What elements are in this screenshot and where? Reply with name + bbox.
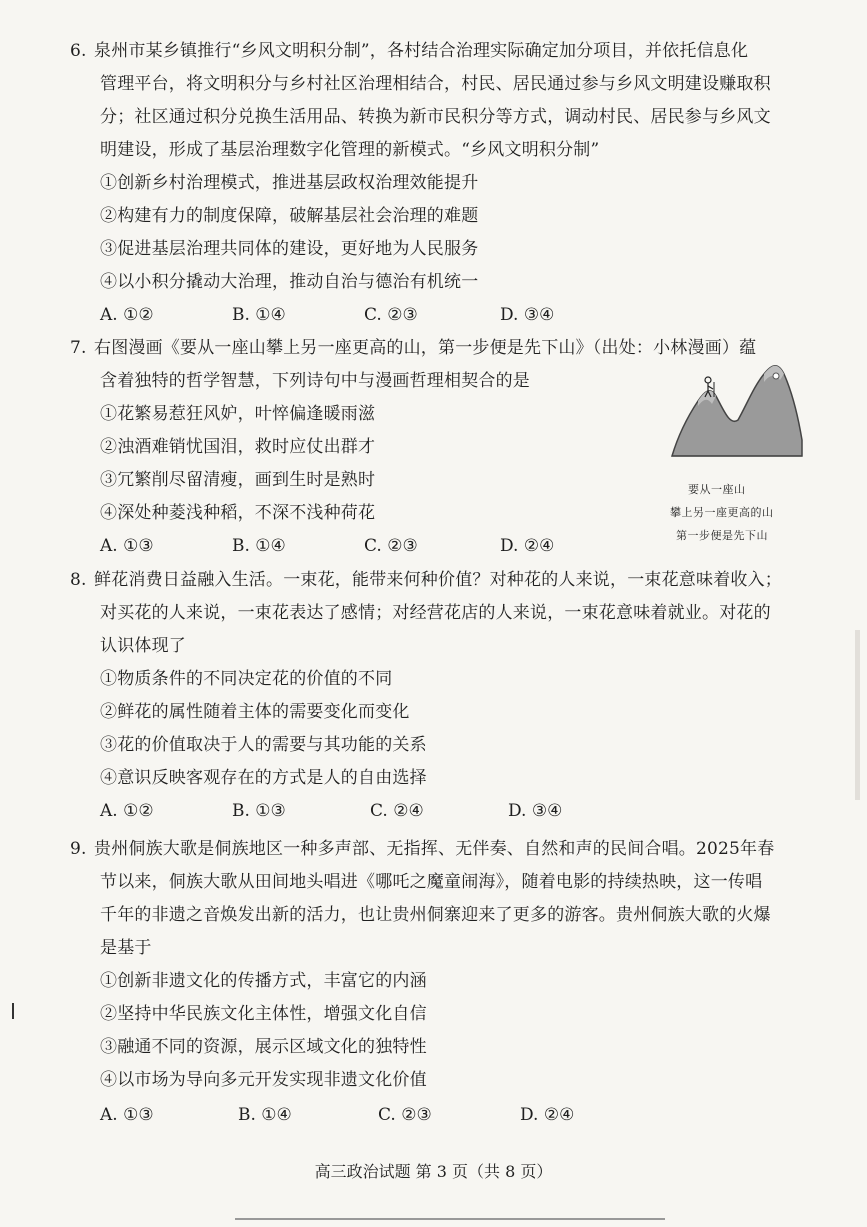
statement-4: ④意识反映客观存在的方式是人的自由选择 [100,768,427,788]
question-stem-line: 是基于 [100,938,152,958]
answer-options [100,304,800,326]
option-d[interactable]: D. ③④ [500,305,555,325]
option-d[interactable]: D. ③④ [508,801,563,821]
mountain-cartoon-image [668,356,806,470]
question-stem-line: 节以来，侗族大歌从田间地头唱进《哪吒之魔童闹海》，随着电影的持续热映，这一传唱 [100,872,763,892]
statement-2: ②坚持中华民族文化主体性，增强文化自信 [100,1004,427,1024]
answer-options [100,800,620,822]
statement-1: ①花繁易惹狂风妒，叶悴偏逢暖雨滋 [100,404,376,424]
summit-marker [773,373,779,379]
question-stem-line: 贵州侗族大歌是侗族地区一种多声部、无指挥、无伴奏、自然和声的民间合唱。2025年春 [94,839,775,859]
scan-bottom-line [235,1218,665,1220]
question-number: 8. [70,570,87,590]
question-stem-line: 鲜花消费日益融入生活。一束花，能带来何种价值？对种花的人来说，一束花意味着收入； [94,570,782,590]
cartoon-caption-line: 攀上另一座更高的山 [670,506,774,519]
option-d[interactable]: D. ②④ [520,1105,575,1125]
statement-4: ④以小积分撬动大治理，推动自治与德治有机统一 [100,272,479,292]
question-stem-line: 含着独特的哲学智慧，下列诗句中与漫画哲理相契合的是 [100,371,530,391]
question-stem-line: 认识体现了 [100,636,186,656]
mountains-shape [672,366,802,456]
statement-2: ②构建有力的制度保障，破解基层社会治理的难题 [100,206,479,226]
statement-3: ③促进基层治理共同体的建设，更好地为人民服务 [100,239,479,259]
option-a[interactable]: A. ①③ [100,536,154,556]
question-stem-line: 明建设，形成了基层治理数字化管理的新模式。“乡风文明积分制” [100,140,600,160]
question-number: 6. [70,41,87,61]
option-b[interactable]: B. ①④ [238,1105,292,1125]
statement-3: ③花的价值取决于人的需要与其功能的关系 [100,735,427,755]
cartoon-caption-line: 第一步便是先下山 [676,529,768,542]
statement-4: ④以市场为导向多元开发实现非遗文化价值 [100,1070,427,1090]
question-stem-line: 管理平台，将文明积分与乡村社区治理相结合，村民、居民通过参与乡风文明建设赚取积 [100,74,771,94]
statement-3: ③融通不同的资源，展示区域文化的独特性 [100,1037,427,1057]
option-b[interactable]: B. ①③ [232,801,286,821]
option-c[interactable]: C. ②③ [364,536,418,556]
question-stem-line: 右图漫画《要从一座山攀上另一座更高的山，第一步便是先下山》（出处：小林漫画）蕴 [94,338,757,358]
question-stem-line: 分；社区通过积分兑换生活用品、转换为新市民积分等方式，调动村民、居民参与乡风文 [100,107,771,127]
option-a[interactable]: A. ①② [100,801,154,821]
question-stem-line: 千年的非遗之音焕发出新的活力，也让贵州侗寨迎来了更多的游客。贵州侗族大歌的火爆 [100,905,771,925]
option-c[interactable]: C. ②③ [378,1105,432,1125]
statement-1: ①创新非遗文化的传播方式，丰富它的内涵 [100,971,427,991]
statement-1: ①物质条件的不同决定花的价值的不同 [100,669,393,689]
statement-4: ④深处种菱浅种稻，不深不浅种荷花 [100,503,376,523]
option-c[interactable]: C. ②③ [364,305,418,325]
answer-options [100,535,620,557]
question-stem-line: 对买花的人来说，一束花表达了感情；对经营花店的人来说，一束花意味着就业。对花的 [100,603,771,623]
scan-margin-mark [12,1003,14,1019]
answer-options [100,1104,620,1126]
question-stem-line: 泉州市某乡镇推行“乡风文明积分制”，各村结合治理实际确定加分项目，并依托信息化 [94,41,749,61]
question-number: 9. [70,839,87,859]
question-number: 7. [70,338,87,358]
statement-2: ②鲜花的属性随着主体的需要变化而变化 [100,702,410,722]
cartoon-caption-line: 要从一座山 [688,483,746,496]
statement-2: ②浊酒难销忧国泪，救时应仗出群才 [100,437,376,457]
option-c[interactable]: C. ②④ [370,801,424,821]
option-a[interactable]: A. ①② [100,305,154,325]
scan-edge-shadow [855,630,860,800]
option-b[interactable]: B. ①④ [232,305,286,325]
option-d[interactable]: D. ②④ [500,536,555,556]
option-a[interactable]: A. ①③ [100,1105,154,1125]
statement-3: ③冗繁削尽留清瘦，画到生时是熟时 [100,470,376,490]
page-footer: 高三政治试题 第 3 页（共 8 页） [314,1162,553,1181]
statement-1: ①创新乡村治理模式，推进基层政权治理效能提升 [100,173,479,193]
option-b[interactable]: B. ①④ [232,536,286,556]
